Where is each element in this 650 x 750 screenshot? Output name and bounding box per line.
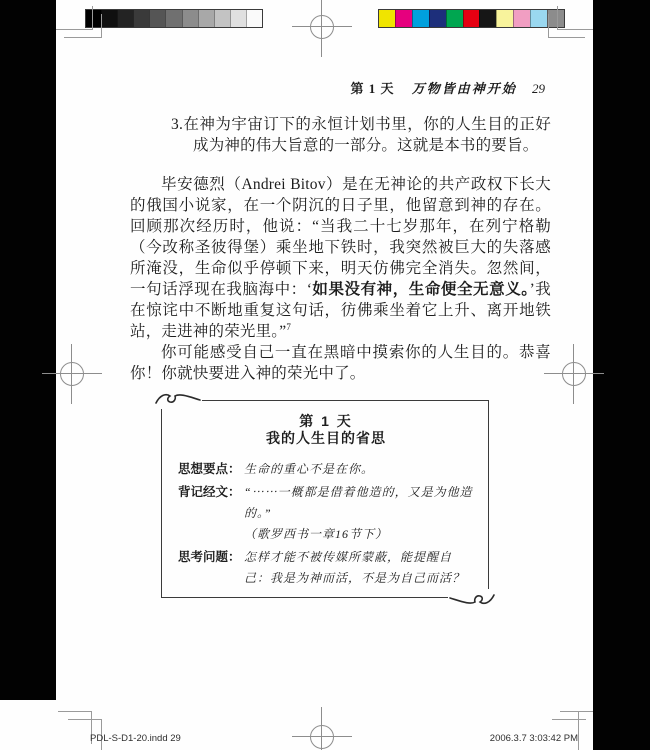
page-number: 29 (532, 81, 545, 96)
row-label: 背记经文： (178, 485, 241, 499)
color-swatch (182, 10, 198, 27)
color-swatch (429, 10, 446, 27)
reflection-box (161, 400, 489, 598)
color-swatch (412, 10, 429, 27)
color-swatch (463, 10, 480, 27)
color-swatch (133, 10, 149, 27)
color-swatch (496, 10, 513, 27)
scroll-ornament-icon (154, 391, 202, 409)
color-swatch (230, 10, 246, 27)
color-swatch (214, 10, 230, 27)
row-content: 生命的重心不是在你。 (244, 462, 375, 476)
row-content: 怎样才能不被传媒所蒙蔽，能提醒自己：我是为神而活，不是为自己而活？ (244, 550, 466, 585)
color-swatch (149, 10, 165, 27)
row-label: 思想要点： (178, 462, 241, 476)
color-swatch (117, 10, 133, 27)
reflection-row-verse (178, 482, 474, 545)
running-head (130, 80, 545, 98)
paragraph-encouragement: 你可能感受自己一直在黑暗中摸索你的人生目的。恭喜你！你就快要进入神的荣光中了。 (130, 344, 551, 382)
color-calibration-bar (378, 9, 565, 28)
scroll-ornament-icon (448, 589, 496, 607)
reflection-row-question (178, 547, 474, 589)
running-head-title: 万物皆由神开始 (411, 81, 517, 96)
numbered-point-3 (130, 114, 551, 156)
color-swatch (246, 10, 262, 27)
color-swatch (165, 10, 181, 27)
row-content: “⋯⋯一概都是借着他造的，又是为他造的。” （歌罗西书一章16节下） (244, 485, 473, 541)
color-swatch (446, 10, 463, 27)
color-swatch (198, 10, 214, 27)
footer-timestamp: 2006.3.7 3:03:42 PM (489, 733, 578, 744)
list-number: 3. (171, 116, 184, 133)
registration-mark-left (42, 344, 102, 404)
color-swatch (530, 10, 547, 27)
color-swatch (479, 10, 496, 27)
color-swatch (513, 10, 530, 27)
bitov-text-pre: 毕安德烈（Andrei Bitov）是在无神论的共产政权下长大的俄国小说家，在一个阴沉的日子里，他留意到神的存在。回顾那次经历时，他说：“当我二十七岁那年，在列宁格勒（今改称圣彼得堡）乘坐地下铁时，我突然被巨大的失落感所淹没，生命似乎停顿下来，明天仿佛完全消失。忽然间，一句话浮现在我脑海中：‘ (130, 176, 551, 298)
color-swatch (86, 10, 101, 27)
reflection-box-day: 第 1 天 (299, 413, 353, 429)
list-text: 在神为宇宙订下的永恒计划书里，你的人生目的正好成为神的伟大旨意的一部分。这就是本书的要旨。 (183, 116, 551, 154)
grayscale-calibration-bar (85, 9, 263, 28)
reflection-box-title: 我的人生目的省思 (266, 430, 386, 446)
color-swatch (395, 10, 412, 27)
reflection-row-point (178, 459, 474, 480)
row-label: 思考问题： (178, 550, 241, 564)
color-swatch (547, 10, 564, 27)
color-swatch (101, 10, 117, 27)
running-head-chapter: 第 1 天 (350, 81, 395, 96)
footer-file-info: PDL-S-D1-20.indd 29 (90, 733, 181, 744)
body-text (130, 114, 551, 384)
bitov-text-post: ’我在惊诧中不断地重复这句话，彷佛乘坐着它上升、离开地铁站，走进神的荣光里。” (130, 281, 552, 340)
color-swatch (379, 10, 395, 27)
paragraph-bitov (130, 174, 551, 342)
print-footer (0, 731, 650, 745)
registration-mark-right (544, 344, 604, 404)
bitov-text-bold: 如果没有神，生命便全无意义。 (312, 281, 530, 298)
footnote-reference: 7 (286, 321, 292, 332)
registration-mark-top (292, 0, 352, 57)
